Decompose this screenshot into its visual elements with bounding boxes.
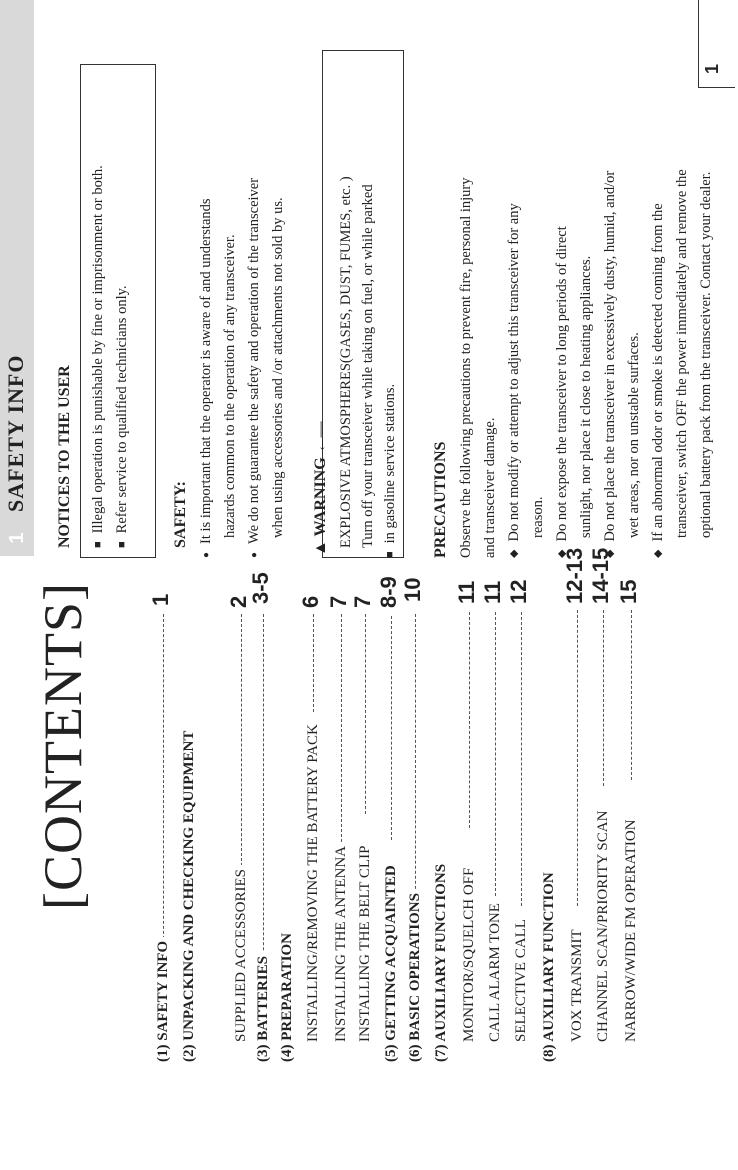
toc-leader-dots xyxy=(263,614,264,1000)
page-number-box xyxy=(698,0,735,88)
toc-row xyxy=(326,570,352,1170)
toc-leader-dots xyxy=(241,614,242,866)
warning-triangle-icon: ▲ xyxy=(312,540,329,556)
warning-line: ■ in gasoline service stations. xyxy=(380,384,401,558)
toc-page-number: 14-15 xyxy=(588,547,613,604)
toc-row xyxy=(298,570,324,1170)
toc-row xyxy=(178,570,200,1170)
safety-item-cont: when using accessories and /or attachments not sold by us. xyxy=(270,197,286,538)
safety-item: ● We do not guarantee the safety and operation of the transceiver xyxy=(244,178,266,558)
toc-leader-dots xyxy=(415,614,416,914)
toc-row xyxy=(400,570,426,1170)
precaution-item: ◆ Do not modify or attempt to adjust this transceiver for any xyxy=(504,203,525,558)
section-number: 1 xyxy=(0,520,34,556)
precaution-item: ◆ Do not place the transceiver in excessively dusty, humid, and/or xyxy=(600,171,621,558)
toc-leader-dots xyxy=(577,610,578,906)
toc-label: (7) AUXILIARY FUNCTIONS xyxy=(430,860,452,1062)
toc-label: INSTALLING THE BELT CLIP xyxy=(354,842,376,1042)
toc-label: INSTALLING/REMOVING THE BATTERY PACK xyxy=(302,720,324,1042)
section-title: SAFETY INFO xyxy=(3,354,28,512)
toc-page-number: 15 xyxy=(616,579,641,604)
toc-label: (2) UNPACKING AND CHECKING EQUIPMENT xyxy=(178,727,200,1062)
toc-leader-dots xyxy=(631,610,632,780)
toc-row xyxy=(248,570,274,1170)
toc-leader-dots xyxy=(495,612,496,896)
toc-row xyxy=(480,570,506,1170)
precaution-item: ◆ Do not expose the transceiver to long periods of direct xyxy=(552,226,573,558)
toc-page-number: 11 xyxy=(480,580,505,604)
toc-row xyxy=(350,570,376,1170)
precaution-cont: optional battery pack from the transceiver. Contact your dealer. xyxy=(698,171,714,538)
toc-page-number: 8-9 xyxy=(376,576,401,608)
toc-row xyxy=(226,570,252,1170)
toc-row xyxy=(376,570,402,1170)
toc-leader-dots xyxy=(469,612,470,828)
toc-page-number: 7 xyxy=(350,595,375,608)
precautions-heading: PRECAUTIONS xyxy=(432,441,449,558)
toc-label: (1) SAFETY INFO xyxy=(152,937,174,1062)
toc-row xyxy=(588,547,614,1170)
toc-label: SELECTIVE CALL xyxy=(510,915,532,1042)
toc-row xyxy=(562,547,588,1170)
toc-leader-dots xyxy=(313,614,314,712)
toc-label: (5) GETTING ACQUAINTED xyxy=(380,861,402,1062)
toc-row xyxy=(616,570,642,1170)
toc-row xyxy=(454,570,480,1170)
page-number: 1 xyxy=(702,63,722,74)
toc-label: (4) PREPARATION xyxy=(276,929,298,1062)
toc-row xyxy=(148,570,174,1170)
contents-title: [CONTENTS] xyxy=(33,582,93,910)
toc-label: CHANNEL SCAN/PRIORITY SCAN xyxy=(592,807,614,1042)
toc-label: NARROW/WIDE FM OPERATION xyxy=(620,816,642,1043)
toc-page-number: 7 xyxy=(326,595,351,608)
toc-leader-dots xyxy=(603,610,604,786)
toc-leader-dots xyxy=(391,616,392,840)
toc-leader-dots xyxy=(521,612,522,906)
toc-leader-dots xyxy=(163,614,164,954)
toc-page-number: 10 xyxy=(400,577,425,602)
precautions-intro: Observe the following precautions to prevent fire, personal injury xyxy=(458,177,474,558)
toc-page-number: 2 xyxy=(226,595,251,608)
warning-heading-row xyxy=(312,421,330,556)
toc-page-number: 6 xyxy=(298,595,323,608)
precaution-cont: transceiver, switch OFF the power immediately and remove the xyxy=(674,169,690,538)
toc-row xyxy=(430,570,452,1170)
toc-label: VOX TRANSMIT xyxy=(566,925,588,1042)
precaution-cont: reason. xyxy=(530,496,546,538)
toc-page-number: 12-13 xyxy=(562,547,587,604)
toc-leader-dots xyxy=(365,614,366,814)
precaution-item: ◆ If an abnormal odor or smoke is detected coming from the xyxy=(648,203,669,558)
notice-line: ■ Illegal operation is punishable by fine or imprisonment or both. xyxy=(88,165,109,548)
precaution-cont: sunlight, nor place it close to heating appliances. xyxy=(578,255,594,538)
toc-row xyxy=(276,570,298,1170)
toc-label: (3) BATTERIES xyxy=(252,952,274,1062)
toc-label: INSTALLING THE ANTENNA xyxy=(330,842,352,1042)
safety-item-cont: hazards common to the operation of any transceiver. xyxy=(222,234,238,538)
toc-label: SUPPLIED ACCESSORIES xyxy=(230,865,252,1042)
notice-line: ■ Refer service to qualified technicians only. xyxy=(112,285,133,548)
safety-heading: SAFETY: xyxy=(172,481,189,548)
toc-row xyxy=(506,570,532,1170)
notices-heading: NOTICES TO THE USER xyxy=(56,365,73,548)
toc-label: CALL ALARM TONE xyxy=(484,899,506,1042)
toc-label: MONITOR/SQUELCH OFF xyxy=(458,864,480,1042)
toc-page-number: 11 xyxy=(454,580,479,604)
warning-line: Turn off your transceiver while taking on fuel, or while parked xyxy=(360,184,376,548)
warning-heading: WARNING xyxy=(312,457,329,537)
toc-label: (6) BASIC OPERATIONS xyxy=(404,889,426,1062)
toc-page-number: 1 xyxy=(148,593,173,606)
precautions-intro: and transceiver damage. xyxy=(482,417,498,558)
warning-line: EXPLOSIVE ATMOSPHERES(GASES, DUST, FUMES, etc. ) xyxy=(338,176,354,548)
toc-page-number: 12 xyxy=(506,579,531,604)
toc-page-number: 3-5 xyxy=(248,572,273,604)
arrow-icon: ←— xyxy=(312,421,329,454)
toc-leader-dots xyxy=(341,614,342,842)
toc-row xyxy=(538,570,560,1170)
precaution-cont: wet areas, nor on unstable surfaces. xyxy=(626,332,642,538)
safety-item: ● It is important that the operator is aware of and understands xyxy=(196,198,218,558)
toc-label: (8) AUXILIARY FUNCTION xyxy=(538,868,560,1062)
